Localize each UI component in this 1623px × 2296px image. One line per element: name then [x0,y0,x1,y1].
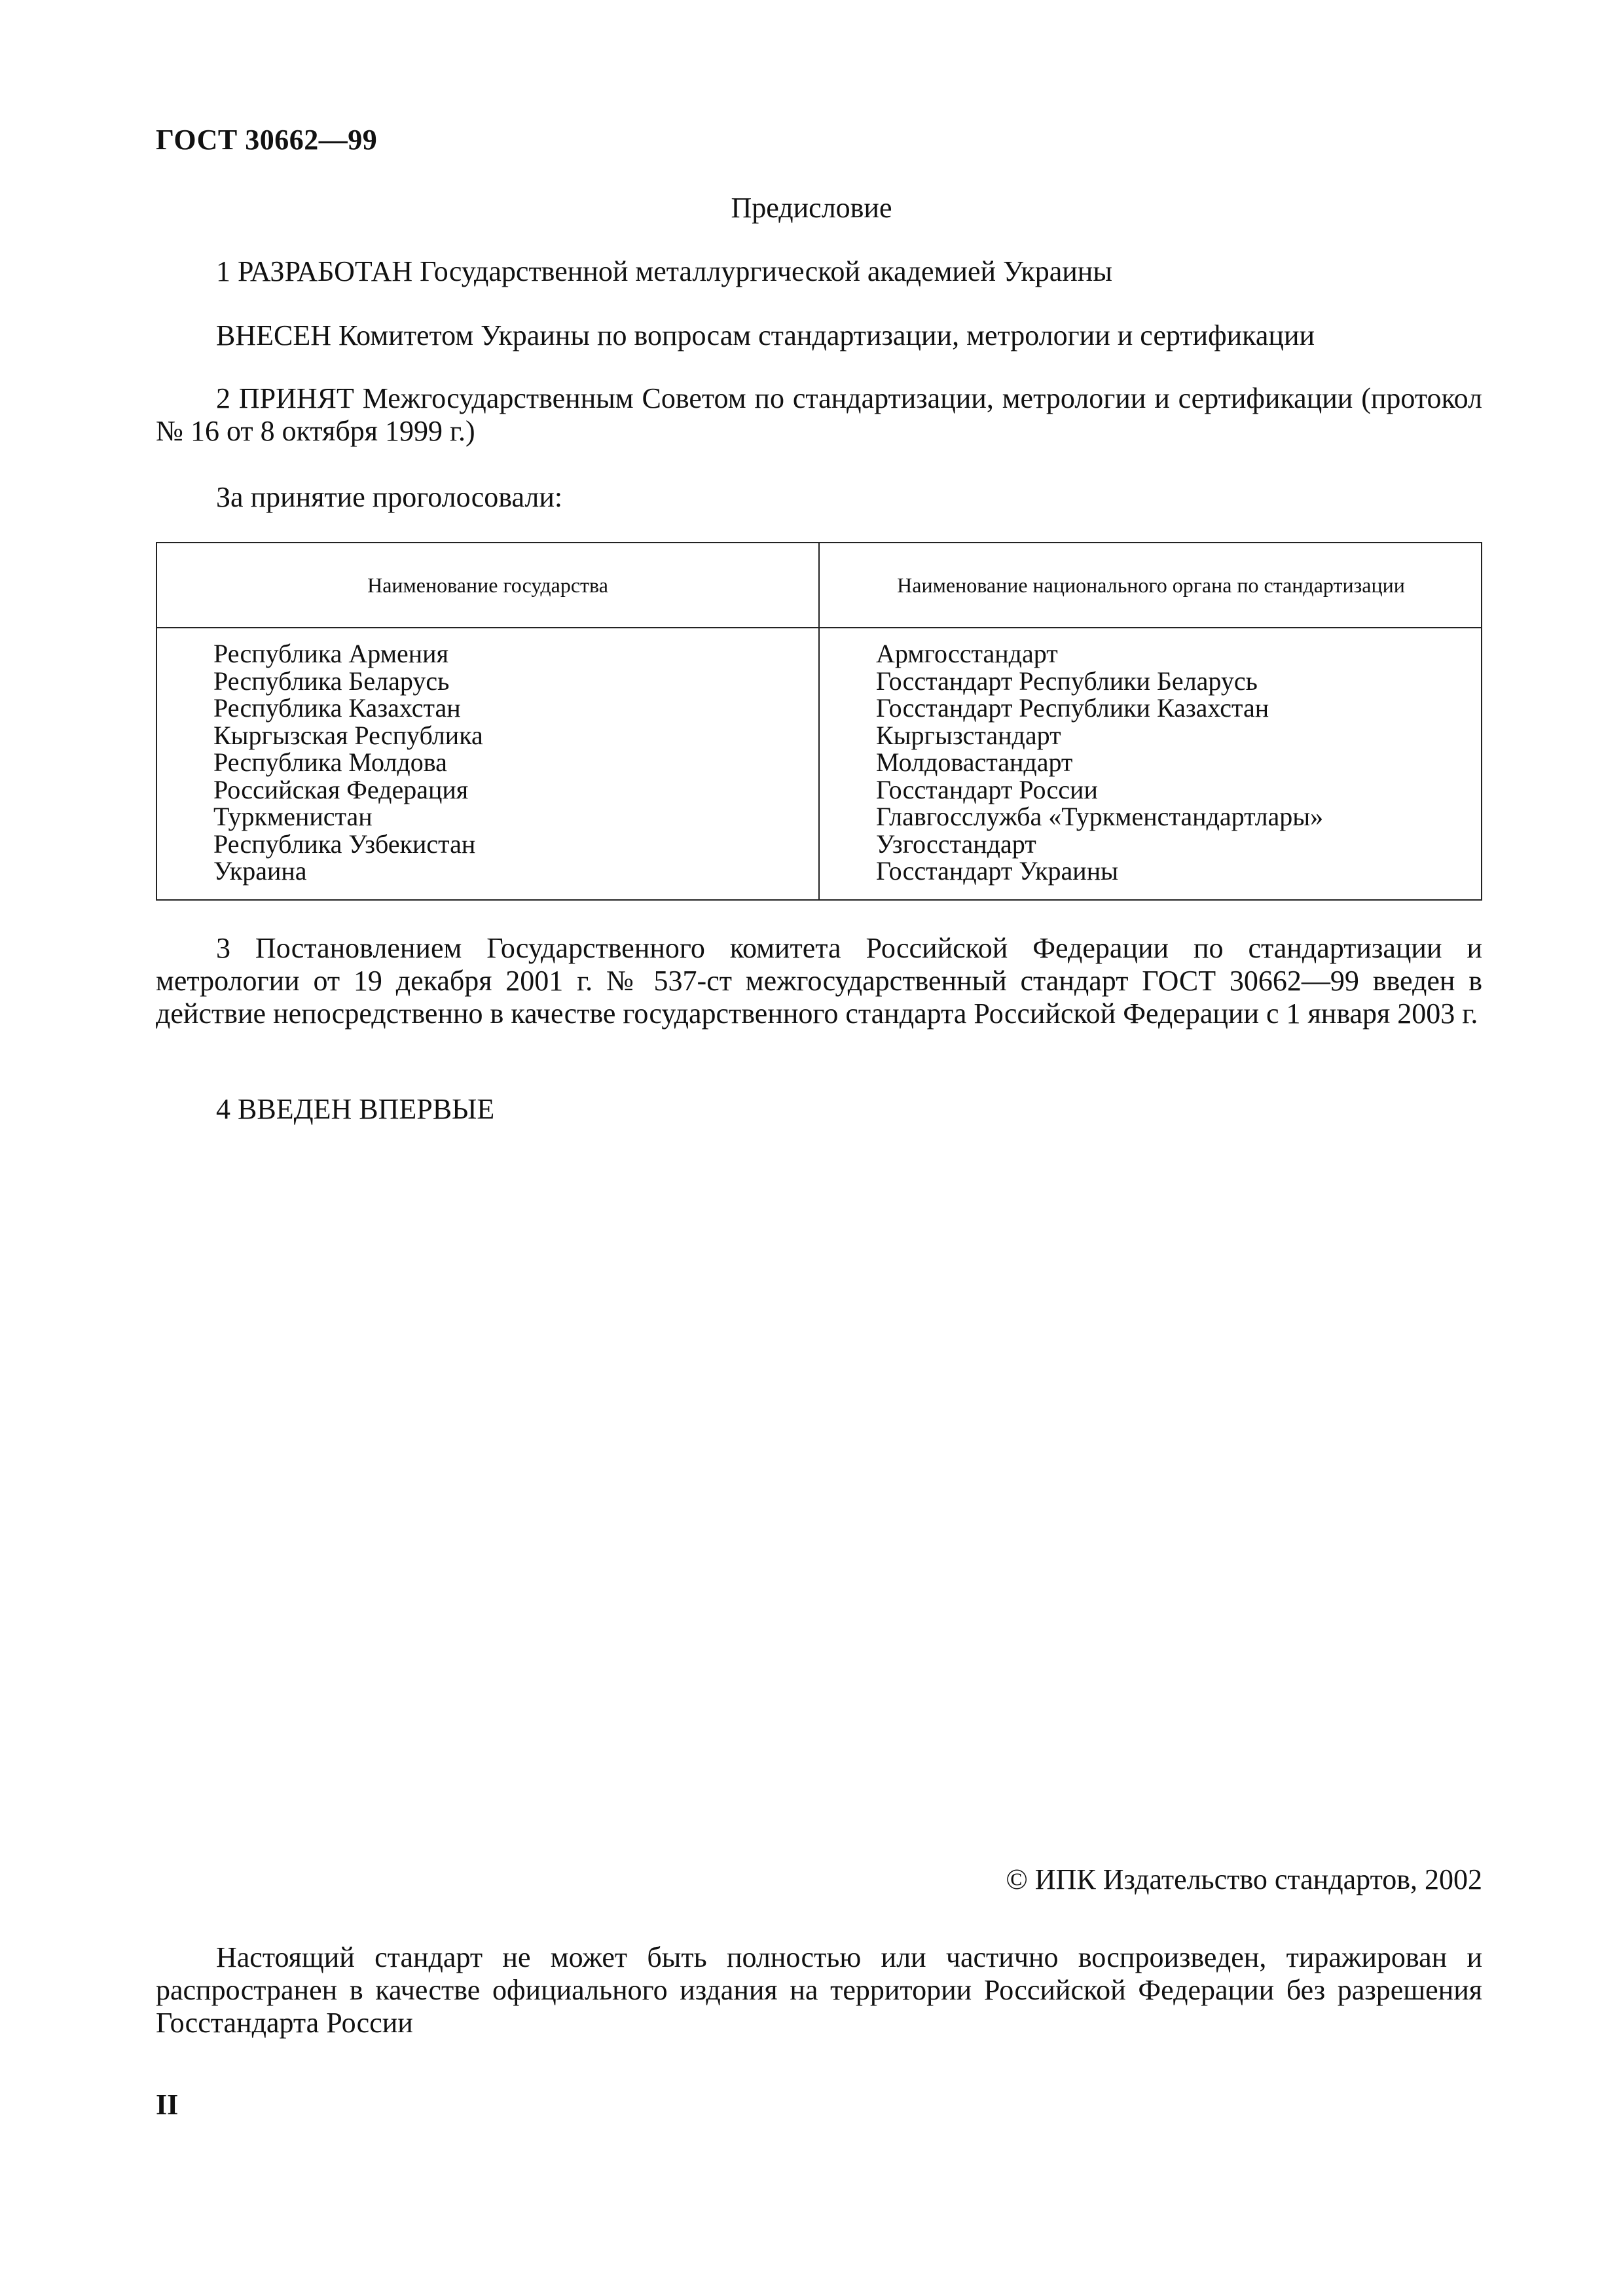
table-cell-state: Республика Казахстан [213,693,461,723]
paragraph-voted-for: За принятие проголосовали: [216,481,563,513]
table-cell-state: Российская Федерация [213,774,469,804]
table-cell-standards-body: Главгосслужба «Туркменстандартлары» [876,802,1324,831]
copyright-notice: © ИПК Издательство стандартов, 2002 [1006,1863,1482,1895]
paragraph-developed-by: 1 РАЗРАБОТАН Государственной металлургической академией Украины [216,255,1112,287]
standard-code-header: ГОСТ 30662—99 [156,124,378,156]
table-cell-standards-body: Армгосстандарт [876,639,1058,668]
voting-table [156,542,1482,901]
table-cell-state: Республика Армения [213,639,448,668]
table-cell-standards-body: Узгосстандарт [876,829,1036,859]
table-column-states [213,640,483,885]
table-cell-state: Украина [213,856,307,886]
table-cell-state: Республика Молдова [213,747,447,777]
table-header-standards-body: Наименование национального органа по стандартизации [897,573,1405,597]
table-header-state: Наименование государства [367,573,608,597]
table-cell-standards-body: Госстандарт Украины [876,856,1118,886]
table-cell-standards-body: Кыргызстандарт [876,720,1061,750]
table-cell-state: Республика Беларусь [213,666,450,696]
paragraph-introduced-first: 4 ВВЕДЕН ВПЕРВЫЕ [216,1093,495,1125]
paragraph-enacted: 3 Постановлением Государственного комитета Российской Федерации по стандартизации и метрологии от 19 декабря 2001 г. № 537-ст межгосударственный стандарт ГОСТ 30662—99 введен в действие непосредственно в качестве государственного стандарта Российской Федерации с 1 января 2003 г. [156,932,1482,1030]
table-cell-standards-body: Молдовастандарт [876,747,1073,777]
table-cell-standards-body: Госстандарт Республики Казахстан [876,693,1269,723]
paragraph-reproduction-notice: Настоящий стандарт не может быть полностью или частично воспроизведен, тиражирован и распространен в качестве официального издания на территории Российской Федерации без разрешения Госстандарта России [156,1941,1482,2039]
paragraph-adopted-by: 2 ПРИНЯТ Межгосударственным Советом по стандартизации, метрологии и сертификации (протокол № 16 от 8 октября 1999 г.) [156,382,1482,447]
table-cell-state: Республика Узбекистан [213,829,476,859]
table-cell-standards-body: Госстандарт Республики Беларусь [876,666,1258,696]
table-cell-state: Туркменистан [213,802,373,831]
table-column-standards-bodies [876,640,1323,885]
table-cell-state: Кыргызская Республика [213,720,483,750]
table-header-divider [157,627,1481,628]
page-number: II [156,2089,179,2121]
paragraph-submitted-by: ВНЕСЕН Комитетом Украины по вопросам стандартизации, метрологии и сертификации [216,319,1315,351]
table-cell-standards-body: Госстандарт России [876,774,1098,804]
page-title: Предисловие [731,192,892,224]
